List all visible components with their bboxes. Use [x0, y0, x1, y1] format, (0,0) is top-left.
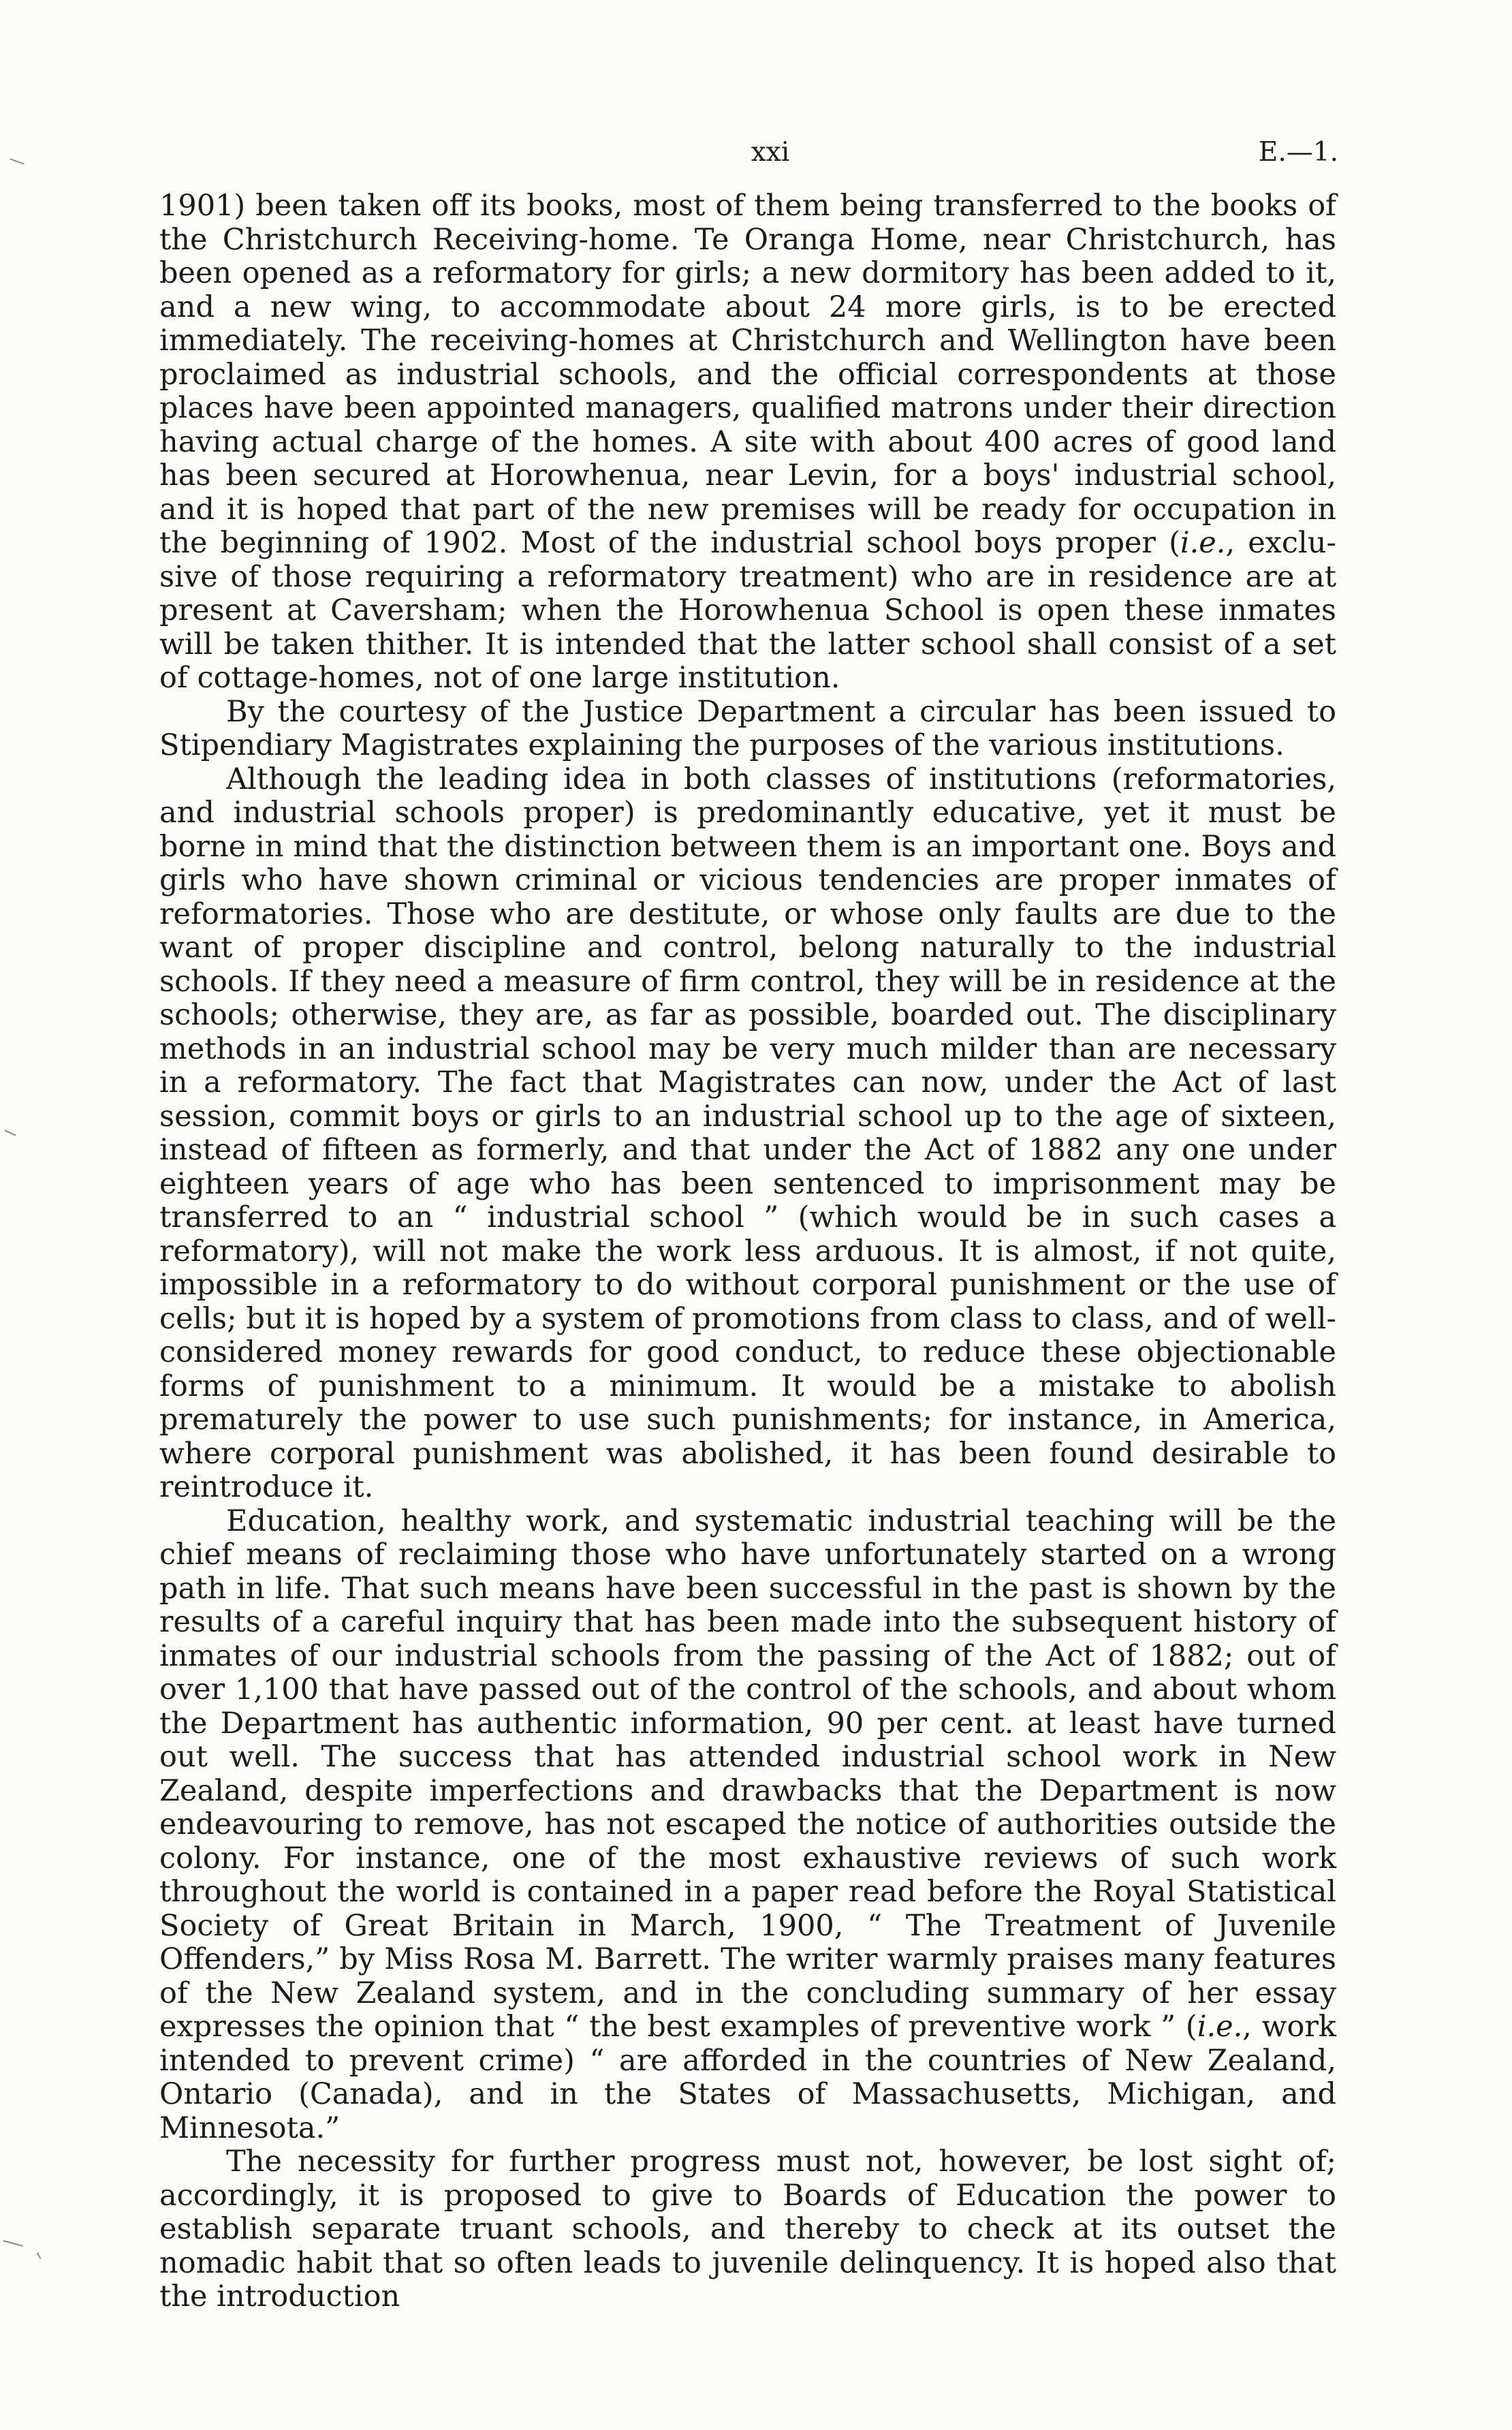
paragraph-5 [159, 2145, 1336, 2314]
text-segment: Education, healthy work, and systematic industrial teaching will be the chief means of reclaiming those who have unfortunately started on a wrong path in life. That such means have been successful in the past is shown by the results of a careful inquiry that has been made into the subsequent history of inmates of our industrial schools from the passing of the Act of 1882; out of over 1,100 that have passed out of the control of the schools, and about whom the Department has authentic information, 90 per cent. at least have turned out well. The success that has attended industrial school work in New Zealand, despite imperfections and drawbacks that the Department is now endeavouring to remove, has not escaped the notice of authorities outside the colony. For instance, one of the most exhaustive reviews of such work throughout the world is contained in a paper read before the Royal Statistical Society of Great Britain in March, 1900, “ The Treatment of Juvenile Offenders,” by Miss Rosa M. Barrett. The writer warmly praises many features of the New Zealand system, and in the concluding summary of her essay expresses the opinion that “ the best examples of preventive work ” ( [159, 1504, 1336, 2044]
page-number: xxi [751, 137, 790, 168]
scan-mark [4, 1130, 16, 1136]
scan-mark [37, 2252, 42, 2259]
italic-abbreviation: i.e. [1180, 526, 1226, 560]
paragraph-4 [159, 1505, 1336, 2146]
text-segment: By the courtesy of the Justice Department a circular has been issued to Stipendiary Magistrates explaining the purposes of the various institutions. [159, 694, 1336, 762]
document-code: E.—1. [1258, 137, 1338, 168]
text-segment: Although the leading idea in both classes of institutions (reformatories, and industrial schools proper) is predominantly educative, yet it must be borne in mind that the distinction between them is an important one. Boys and girls who have shown criminal or vicious tendencies are proper inmates of reformatories. Those who are destitute, or whose only faults are due to the want of proper discipline and control, belong naturally to the industrial schools. If they need a measure of firm control, they will be in residence at the schools; otherwise, they are, as far as possible, boarded out. The disciplinary methods in an industrial school may be very much milder than are necessary in a reformatory. The fact that Magistrates can now, under the Act of last session, commit boys or girls to an industrial school up to the age of sixteen, instead of fifteen as formerly, and that under the Act of 1882 any one under eighteen years of age who has been sentenced to imprisonment may be transferred to an “ industrial school ” (which would be in such cases a reformatory), will not make the work less arduous. It is almost, if not quite, impossible in a reformatory to do without corporal punishment or the use of cells; but it is hoped by a system of promotions from class to class, and of well-considered money rewards for good conduct, to reduce these objectionable forms of punishment to a minimum. It would be a mistake to abolish prematurely the power to use such punishments; for instance, in America, where corporal punishment was abolished, it has been found desirable to reintroduce it. [159, 762, 1336, 1504]
paragraph-2 [159, 696, 1336, 763]
italic-abbreviation: i.e. [1197, 2010, 1243, 2044]
paragraph-1 [159, 189, 1336, 696]
text-segment: , exclusive of those requiring a reformatory treatment) who are in residence are at present at Caversham; when the Horowhenua School is open these inmates will be taken thither. It is intended that the latter school shall consist of a set of cottage-homes, not of one large institution. [159, 526, 1336, 695]
text-segment: , work intended to prevent crime) “ are afforded in the countries of New Zealand, Ontario (Canada), and in the States of Massachusetts, Michigan, and Minnesota.” [159, 2010, 1336, 2145]
text-segment: 1901) been taken off its books, most of them being transferred to the books of the Christchurch Receiving-home. Te Oranga Home, near Christchurch, has been opened as a reformatory for girls; a new dormitory has been added to it, and a new wing, to accommodate about 24 more girls, is to be erected immediately. The receiving-homes at Christchurch and Wellington have been proclaimed as industrial schools, and the official correspondents at those places have been appointed managers, qualified matrons under their direction having actual charge of the homes. A site with about 400 acres of good land has been secured at Horowhenua, near Levin, for a boys' industrial school, and it is hoped that part of the new premises will be ready for occupation in the beginning of 1902. Most of the industrial school boys proper ( [159, 189, 1336, 560]
paragraph-3 [159, 763, 1336, 1505]
scan-mark [10, 158, 24, 164]
scan-mark [3, 2240, 22, 2247]
body-text [159, 189, 1336, 2314]
text-segment: The necessity for further progress must not, however, be lost sight of; accordingly, it is proposed to give to Boards of Education the power to establish separate truant schools, and thereby to check at its outset the nomadic habit that so often leads to juvenile delinquency. It is hoped also that the introduction [159, 2145, 1336, 2314]
